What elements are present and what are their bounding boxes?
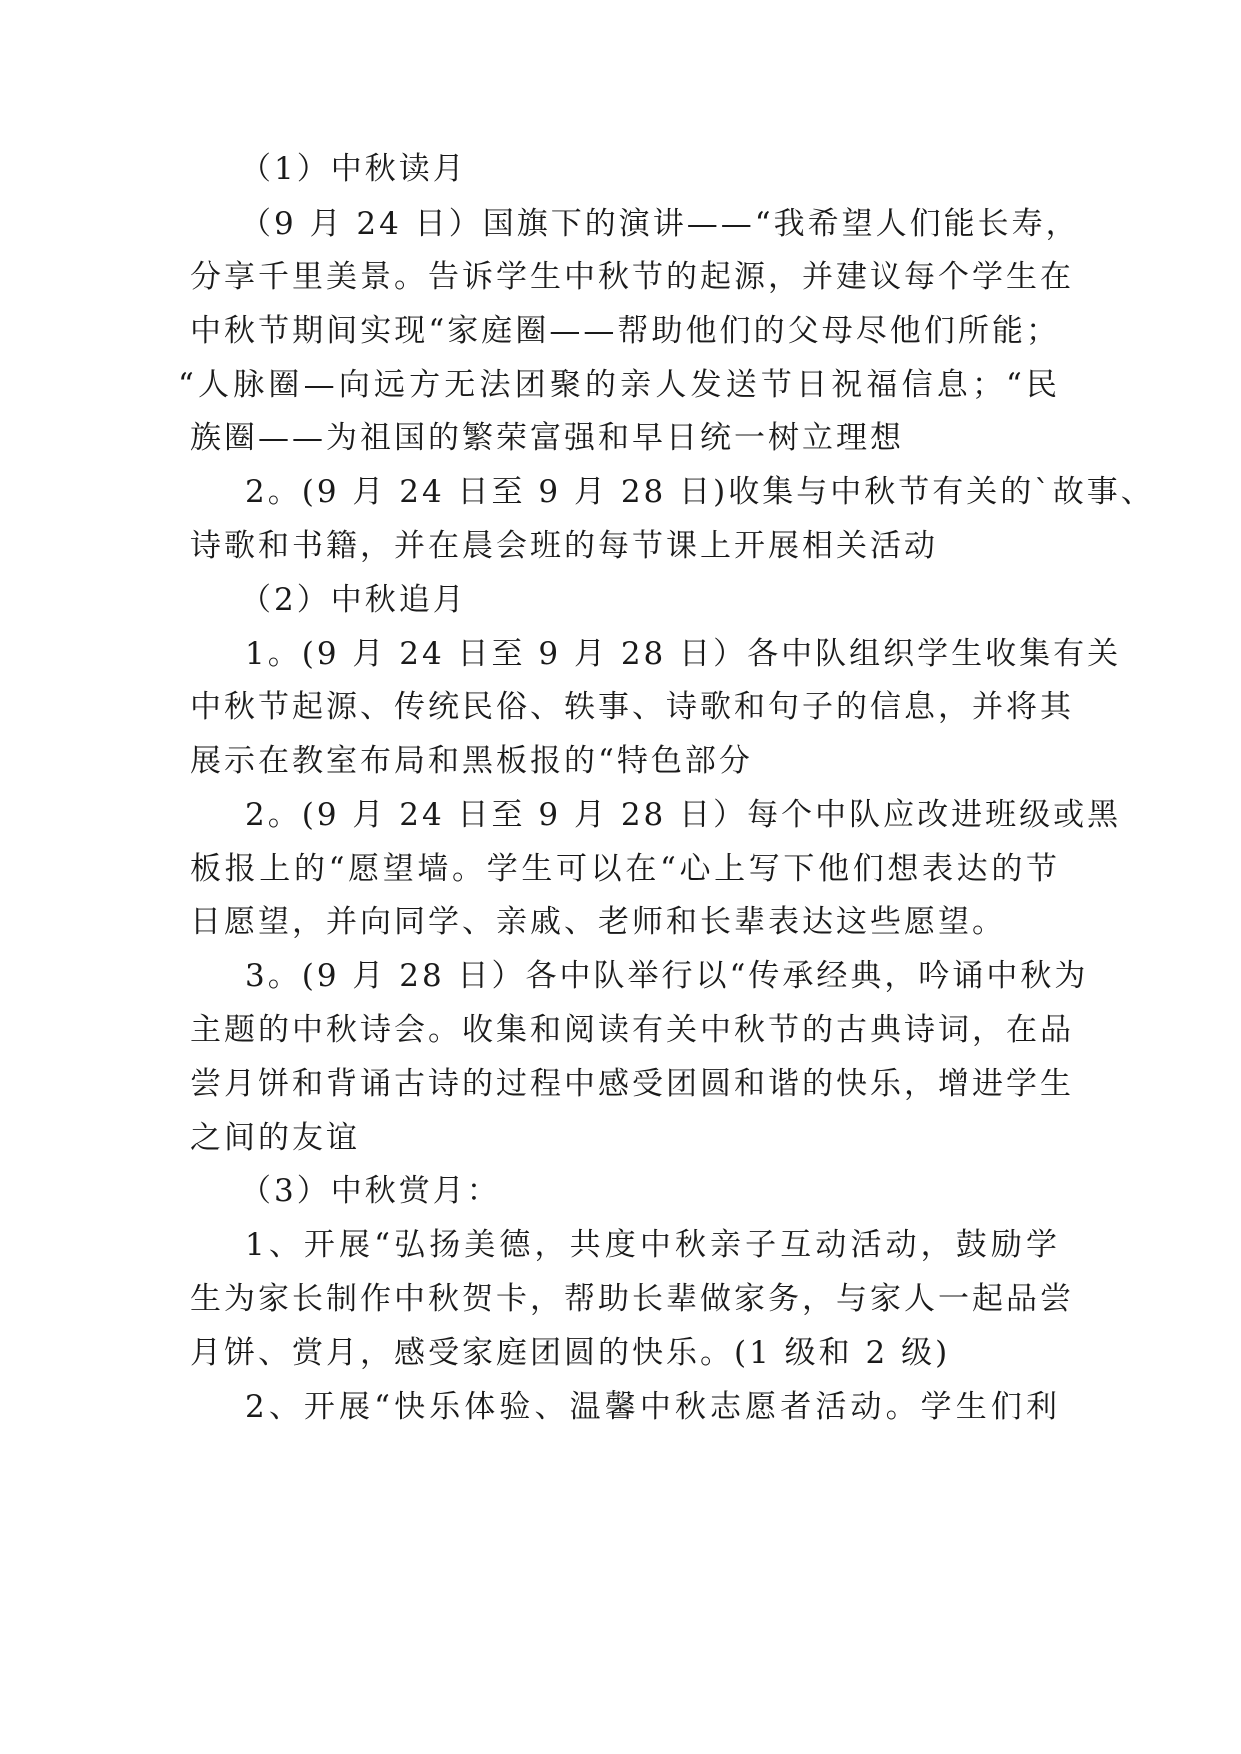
paragraph-line: 生为家长制作中秋贺卡，帮助长辈做家务，与家人一起品尝 [190,1281,1074,1317]
paragraph-line: 族圈——为祖国的繁荣富强和早日统一树立理想 [190,420,904,456]
paragraph-line: 中秋节期间实现“家庭圈——帮助他们的父母尽他们所能； [190,313,1060,349]
paragraph-line: 板报上的“愿望墙。学生可以在“心上写下他们想表达的节 [190,851,1060,887]
section-heading-2: （2）中秋追月 [240,582,467,618]
paragraph-line: （9 月 24 日）国旗下的演讲——“我希望人们能长寿， [240,206,1080,242]
paragraph-line: 诗歌和书籍，并在晨会班的每节课上开展相关活动 [190,528,938,564]
paragraph-line: 尝月饼和背诵古诗的过程中感受团圆和谐的快乐，增进学生 [190,1066,1074,1102]
paragraph-line: 2。(9 月 24 日至 9 月 28 日）每个中队应改进班级或黑 [245,797,1122,833]
section-heading-1: （1）中秋读月 [240,151,467,187]
paragraph-line: “人脉圈—向远方无法团聚的亲人发送节日祝福信息；“民 [178,367,1060,403]
paragraph-line: 2、开展“快乐体验、温馨中秋志愿者活动。学生们利 [245,1389,1060,1425]
paragraph-line: 之间的友谊 [190,1120,360,1156]
paragraph-line: 1。(9 月 24 日至 9 月 28 日）各中队组织学生收集有关 [245,636,1122,672]
paragraph-line: 中秋节起源、传统民俗、轶事、诗歌和句子的信息，并将其 [190,689,1074,725]
section-heading-3: （3）中秋赏月： [240,1173,501,1209]
paragraph-line: 日愿望，并向同学、亲戚、老师和长辈表达这些愿望。 [190,904,1006,940]
paragraph-line: 月饼、赏月，感受家庭团圆的快乐。(1 级和 2 级) [190,1335,951,1371]
paragraph-line: 分享千里美景。告诉学生中秋节的起源，并建议每个学生在 [190,259,1074,295]
paragraph-line: 3。(9 月 28 日）各中队举行以“传承经典，吟诵中秋为 [245,958,1089,994]
paragraph-line: 主题的中秋诗会。收集和阅读有关中秋节的古典诗词，在品 [190,1012,1074,1048]
paragraph-line: 2。(9 月 24 日至 9 月 28 日)收集与中秋节有关的`故事、 [245,474,1155,510]
paragraph-line: 1、开展“弘扬美德，共度中秋亲子互动活动，鼓励学 [245,1227,1060,1263]
paragraph-line: 展示在教室布局和黑板报的“特色部分 [190,743,753,779]
